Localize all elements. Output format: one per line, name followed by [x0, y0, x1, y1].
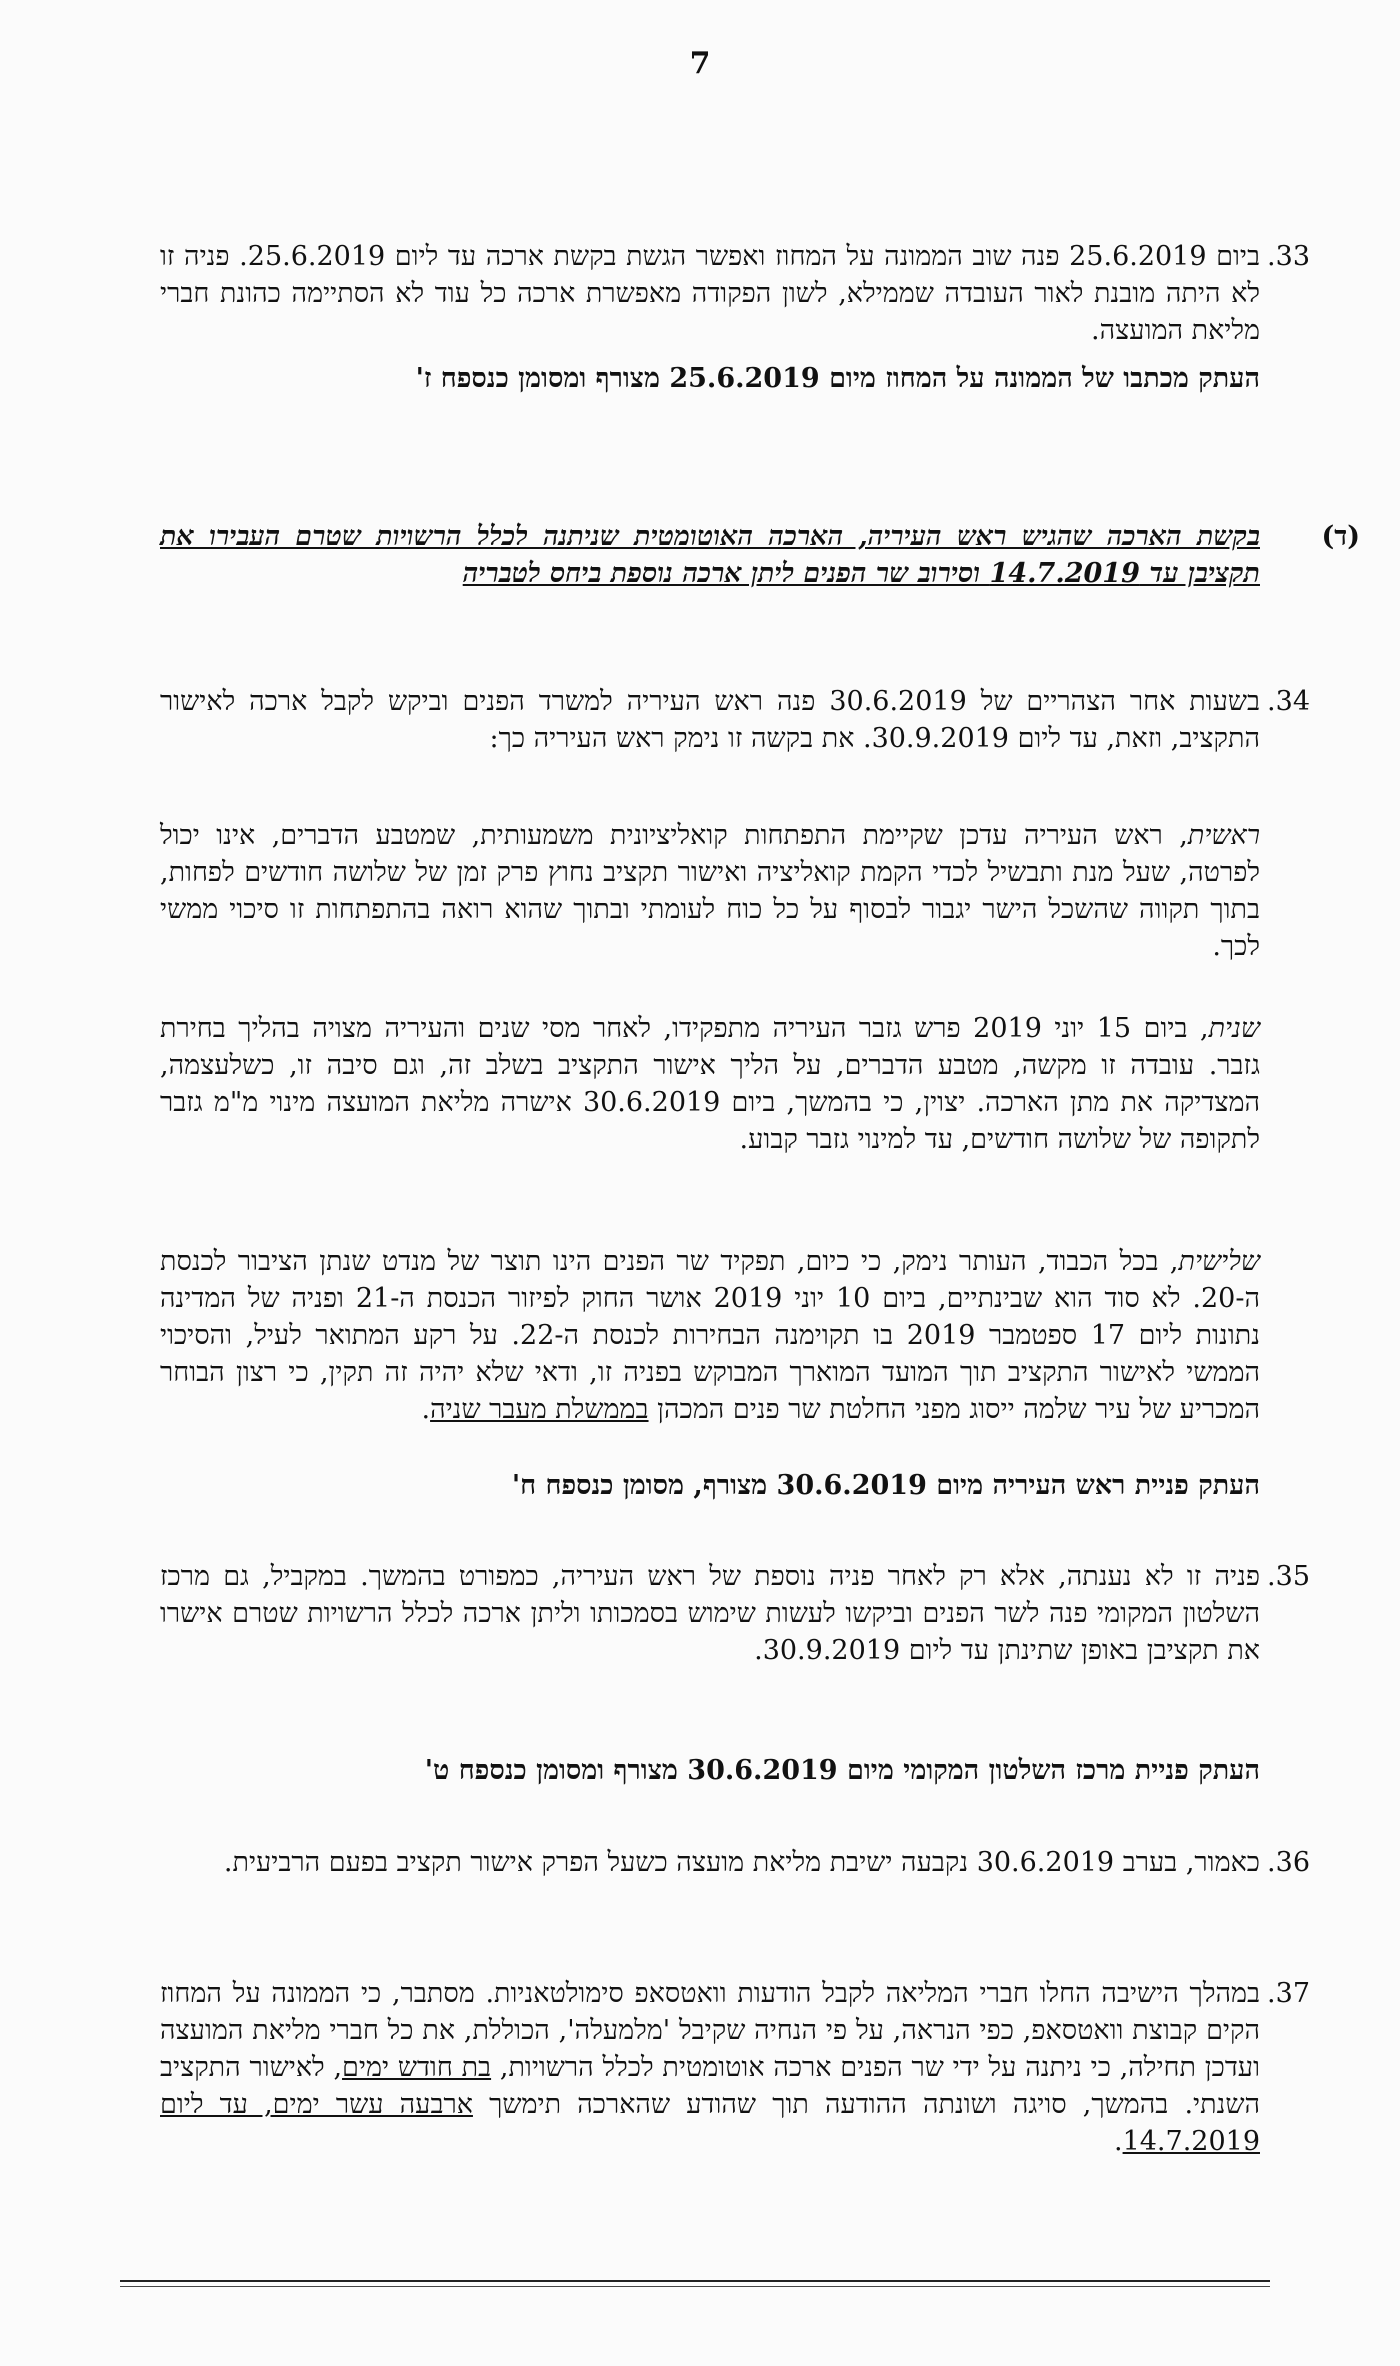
reason-first — [160, 817, 1260, 965]
attachment-note-z: העתק מכתבו של הממונה על המחוז מיום 25.6.2019 מצורף ומסומן כנספח ז' — [415, 363, 1260, 394]
paragraph-text: פניה זו לא נענתה, אלא רק לאחר פניה נוספת של ראש העיריה, כמפורט בהמשך. במקביל, גם מרכז השלטון המקומי פנה לשר הפנים וביקשו לעשות שימוש בסמכותו וליתן ארכה לכלל הרשויות שטרם אישרו את תקציבן באופן שתינתן עד ליום 30.9.2019. — [160, 1561, 1260, 1666]
reason-second-lead: שנית — [1208, 1013, 1261, 1044]
reason-third-lead: שלישית — [1178, 1246, 1260, 1277]
paragraph-37-text-3: . — [1113, 2126, 1123, 2157]
paragraph-36 — [160, 1844, 1310, 1881]
paragraph-number: 33. — [1267, 241, 1310, 272]
reason-third-text: , בכל הכבוד, העותר נימק, כי כיום, תפקיד שר הפנים הינו תוצר של מנדט שנתן הציבור לכנסת ה-20. לא סוד הוא שבינתיים, ביום 10 יוני 2019 אושר החוק לפיזור הכנסת ה-21 ופניה של המדינה נתונות ליום 17 ספטמבר 2019 בו תקוימנה הבחירות לכנסת ה-22. על רקע המתואר לעיל, והסיכוי הממשי לאישור התקציב תוך המועד המוארך המבוקש בפניה זו, ודאי שלא יהיה זה תקין, כי רצון הבוחר המכריע של עיר שלמה ייסוג מפני החלטת שר פנים המכהן — [160, 1246, 1261, 1425]
section-marker: (ד) — [1321, 521, 1360, 552]
paragraph-text: בשעות אחר הצהריים של 30.6.2019 פנה ראש העיריה למשרד הפנים וביקש לקבל ארכה לאישור התקציב, וזאת, עד ליום 30.9.2019. את בקשה זו נימק ראש העיריה כך: — [160, 686, 1261, 754]
paragraph-37-text-2: , לאישור התקציב השנתי. בהמשך, סויגה ושונתה ההודעה תוך שהודע שהארכה תימשך — [160, 2052, 1261, 2120]
paragraph-37-text-1: במהלך הישיבה החלו חברי המליאה לקבל הודעות וואטסאפ סימולטאניות. מסתבר, כי הממונה על המחוז הקים קבוצת וואטסאפ, כפי הנראה, על פי הנחיה שקיבל 'מלמעלה', הכוללת, את כל חברי מליאת המועצה ועדכן תחילה, כי ניתנה על ידי שר הפנים ארכה אוטומטית לכלל הרשויות, — [160, 1978, 1260, 2083]
paragraph-text: ביום 25.6.2019 פנה שוב הממונה על המחוז ואפשר הגשת בקשת ארכה עד ליום 25.6.2019. פניה זו לא היתה מובנת לאור העובדה שממילא, לשון הפקודה מאפשרת ארכה כל עוד לא הסתיימה כהונת חברי מליאת המועצה. — [160, 241, 1260, 346]
paragraph-35 — [160, 1558, 1310, 1669]
paragraph-number: 37. — [1267, 1978, 1310, 2009]
attachment-note-h: העתק פניית ראש העיריה מיום 30.6.2019 מצורף, מסומן כנספח ח' — [511, 1470, 1260, 1501]
paragraph-number: 35. — [1267, 1561, 1310, 1592]
paragraph-34 — [160, 683, 1310, 757]
paragraph-37 — [160, 1975, 1310, 2160]
reason-first-lead: ראשית — [1187, 820, 1260, 851]
reason-second-text: , ביום 15 יוני 2019 פרש גזבר העיריה מתפקידו, לאחר מסי שנים והעיריה מצויה בהליך בחירת גזבר. עובדה זו מקשה, מטבע הדברים, על הליך אישור התקציב בשלב זה, וגם סיבה זו, כשלעצמה, המצדיקה את מתן הארכה. יצוין, כי בהמשך, ביום 30.6.2019 אישרה מליאת המועצה מינוי מ"מ גזבר לתקופה של שלושה חודשים, עד למינוי גזבר קבוע. — [160, 1013, 1261, 1155]
paragraph-text — [160, 1975, 1260, 2160]
paragraph-37-underlined-1: בת חודש ימים — [342, 2052, 492, 2083]
reason-first-text: , ראש העיריה עדכן שקיימת התפתחות קואליציונית משמעותית, שמטבע הדברים, אינו יכול לפרטה, שעל מנת ותבשיל לכדי הקמת קואליציה ואישור תקציב נחוץ פרק זמן של שלושה חודשים לפחות, בתוך תקווה שהשכל הישר יגבור לבסוף על כל כוח לעומתי ובתוך שהוא רואה בהתפתחות זו סיכוי ממשי לכך. — [160, 820, 1260, 962]
paragraph-text: כאמור, בערב 30.6.2019 נקבעה ישיבת מליאת מועצה כשעל הפרק אישור תקציב בפעם הרביעית. — [223, 1847, 1260, 1878]
paragraph-37-underlined-2: ארבעה עשר ימים, עד ליום 14.7.2019 — [160, 2089, 1260, 2157]
reason-third — [160, 1243, 1260, 1428]
paragraph-number: 34. — [1267, 686, 1310, 717]
attachment-note-t: העתק פניית מרכז השלטון המקומי מיום 30.6.2019 מצורף ומסומן כנספח ט' — [424, 1755, 1260, 1786]
reason-third-end: . — [421, 1394, 431, 1425]
reason-second — [160, 1010, 1260, 1158]
footer-rule — [120, 2280, 1270, 2282]
reason-third-underlined: בממשלת מעבר שניה — [430, 1394, 649, 1425]
page-number: 7 — [689, 46, 711, 81]
section-heading: בקשת הארכה שהגיש ראש העיריה, הארכה האוטומטית שניתנה לכלל הרשויות שטרם העבירו את תקציבן עד 14.7.2019 וסירוב שר הפנים ליתן ארכה נוספת ביחס לטבריה — [160, 521, 1260, 589]
paragraph-33 — [160, 238, 1310, 349]
footer-rule-thin — [120, 2286, 1270, 2287]
paragraph-number: 36. — [1267, 1847, 1310, 1878]
